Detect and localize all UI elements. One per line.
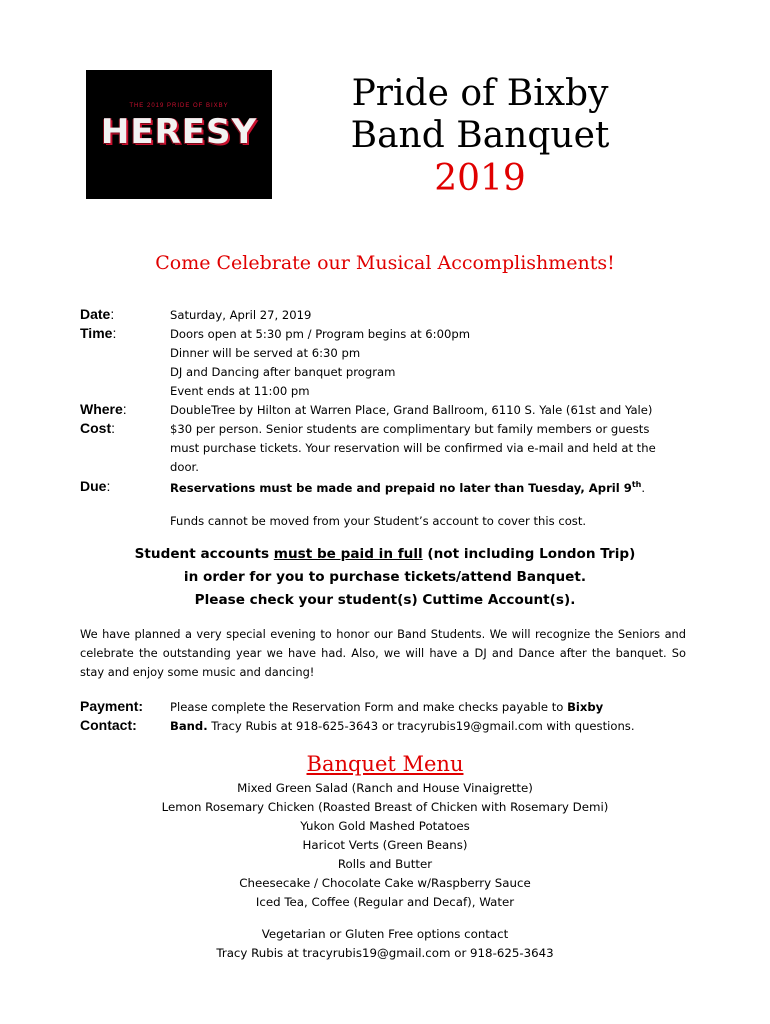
contact-label: Contact: [80, 717, 137, 733]
time-line: Doors open at 5:30 pm / Program begins at 6:00pm [170, 327, 470, 341]
time-label: Time: [80, 325, 117, 341]
funds-note: Funds cannot be moved from your Student’s account to cover this cost. [170, 514, 587, 528]
menu-item: Iced Tea, Coffee (Regular and Decaf), Water [255, 895, 515, 909]
payment-line-2: Band. Tracy Rubis at 918-625-3643 or tracyrubis19@gmail.com with questions. [170, 719, 635, 733]
dietary-contact: Tracy Rubis at tracyrubis19@gmail.com or 918-625-3643 [216, 946, 554, 960]
dietary-note: Vegetarian or Gluten Free options contact [261, 927, 509, 941]
notice-line-2: in order for you to purchase tickets/attend Banquet. [183, 569, 587, 585]
time-line: DJ and Dancing after banquet program [170, 365, 396, 379]
tagline: Come Celebrate our Musical Accomplishments! [155, 252, 615, 274]
notice-line-1: Student accounts must be paid in full (not including London Trip) [134, 546, 636, 562]
menu-item: Cheesecake / Chocolate Cake w/Raspberry Sauce [239, 876, 531, 890]
menu-item: Mixed Green Salad (Ranch and House Vinaigrette) [237, 781, 533, 795]
time-line: Event ends at 11:00 pm [170, 384, 310, 398]
logo-subtitle: THE 2019 PRIDE OF BIXBY [129, 103, 229, 109]
menu-item: Yukon Gold Mashed Potatoes [300, 819, 470, 833]
cost-line: $30 per person. Senior students are complimentary but family members or guests [170, 422, 650, 436]
menu-item: Rolls and Butter [337, 857, 433, 871]
notice-line-3: Please check your student(s) Cuttime Account(s). [194, 592, 576, 608]
menu-title: Banquet Menu [306, 752, 464, 776]
heresy-logo [86, 70, 272, 199]
title-line-2: Band Banquet [350, 115, 610, 156]
cost-label: Cost: [80, 420, 116, 436]
due-value: Reservations must be made and prepaid no later than Tuesday, April 9th. [170, 480, 646, 495]
menu-item: Lemon Rosemary Chicken (Roasted Breast of Chicken with Rosemary Demi) [161, 800, 609, 814]
where-value: DoubleTree by Hilton at Warren Place, Grand Ballroom, 6110 S. Yale (61st and Yale) [170, 403, 653, 417]
date-value: Saturday, April 27, 2019 [170, 308, 312, 322]
payment-label: Payment: [80, 698, 144, 714]
title-line-1: Pride of Bixby [351, 73, 609, 114]
menu-item: Haricot Verts (Green Beans) [302, 838, 468, 852]
time-line: Dinner will be served at 6:30 pm [170, 346, 361, 360]
where-label: Where: [80, 401, 127, 417]
title-year: 2019 [434, 158, 526, 199]
due-label: Due: [80, 478, 111, 494]
intro-paragraph: We have planned a very special evening to honor our Band Students. We will recognize the Seniors and celebrate the outstanding year we have had. Also, we will have a DJ and Dance after the banquet. So stay and enjoy some music and dancing! [80, 627, 686, 679]
payment-line-1: Please complete the Reservation Form and make checks payable to Bixby [170, 700, 604, 714]
cost-line: door. [170, 460, 199, 474]
cost-line: must purchase tickets. Your reservation will be confirmed via e-mail and held at the [170, 441, 656, 455]
logo-wordmark: HERESY [100, 112, 258, 152]
date-label: Date: [80, 306, 115, 322]
